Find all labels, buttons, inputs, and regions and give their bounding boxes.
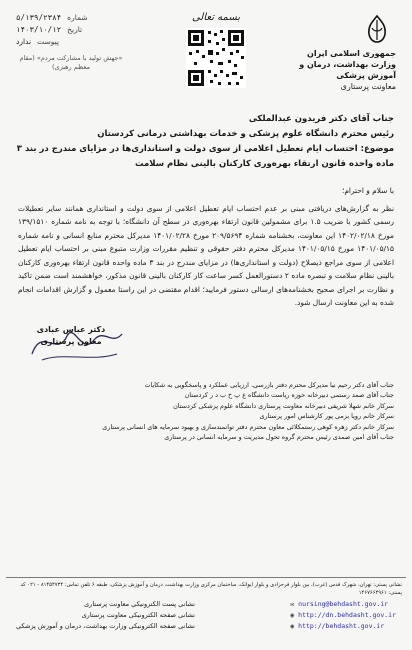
date-value: ۱۴۰۳/۱۰/۱۲ <box>16 25 62 34</box>
letter-meta <box>16 12 126 72</box>
footer-address: نشانی پستی: تهران، شهرک قدس (غرب)، بین بلوار فرحزادی و بلوار ایوانک، ساختمان مرکزی وزارت بهداشت، درمان و آموزش پزشکی، طبقه ۶ تلفن تماس: ۸۱۴۵۴۷۳۴ - ۰۲۱ کد پستی: ۱۴۶۷۶۶۴۹۶۱ <box>20 582 402 596</box>
addressee-title: رئیس محترم دانشگاه علوم پزشکی و خدمات بهداشتی درمانی کردستان <box>97 129 394 139</box>
cc-item: سرکار خانم دکتر زهره کوهی رستمکلائی معاون محترم دفتر توانمندسازی و بهبود سرمایه های انسانی پرستاری <box>102 422 394 431</box>
ministry-line2: وزارت بهداشت، درمان و آموزش پزشکی <box>299 60 396 80</box>
body-paragraph: نظر به گزارش‌های دریافتی مبنی بر عدم احتساب ایام تعطیل اعلامی از سوی دولت و استانداری همانند سایر تعطیلات رسمی کشور با ضریب ۱.۵ برای مشمولین قانون ارتقاء بهره‌وری در سطح آن دانشگاه؛ با توجه به نامه شماره ۱۳۹/۱۵۱۰ مورخ ۱۴۰۲/۰۲/۱۸ این معاونت، بخشنامه شماره ۲۰۹/۵۶۹۴ مورخ ۱۴۰۱/۰۲/۲۸ مدیرکل محترم منابع انسانی و نامه شماره ۱۴۰۱/۰۵/۱۵ مورخ ۱۴۰۱/۰۵/۱۵ مدیرکل محترم دفتر حقوقی و تنظیم مقررات وزارت متبوع مبنی بر احتساب ایام تعطیل اعلامی از سوی مراجع ذیصلاح (دولت و استانداری‌ها) در مزایای مندرج در بند ۳ ماده واحده قانون ارتقاء بهره‌وری کارکنان بالینی نظام سلامت و تبصره ماده ۲ دستورالعمل کسر ساعت کار کارکنان بالینی قانون مذکور، خواهشمند است ضمن تاکید و نظارت بر اجرای صحیح بخشنامه‌های ارسالی دستور فرمایید؛ اقدام مقتضی در این راستا معمول و گزارش اقدامات انجام شده به این معاونت ارسال شود. <box>18 203 395 307</box>
attachment-label: پیوست <box>37 37 59 46</box>
cc-item: جناب آقای صمد رستمی دبیرخانه حوزه ریاست دانشگاه ع پ خ ب د ر کردستان <box>184 391 394 399</box>
footer-label: نشانی صفحه الکترونیکی وزارت بهداشت، درمان و آموزش پزشکی <box>16 622 195 630</box>
addressee-name: جناب آقای دکتر فریدون عبدالملکی <box>248 114 394 124</box>
greeting: با سلام و احترام؛ <box>341 186 394 195</box>
qr-code-icon[interactable] <box>186 28 246 88</box>
meta-number <box>16 12 126 24</box>
signature-block <box>8 316 404 380</box>
ministry-title <box>276 48 396 92</box>
ministry-line1: جمهوری اسلامی ایران <box>307 49 396 58</box>
basmala: بسمه تعالی <box>191 12 241 23</box>
cc-list <box>8 380 404 443</box>
number-value: ۵/۱۳۹/۲۳۸۴ <box>16 13 62 22</box>
footer-ministry-link[interactable]: http://behdasht.gov.ir <box>298 622 385 630</box>
letter-body <box>8 184 404 310</box>
cc-item: سرکار خانم شهلا شریفی دبیرخانه معاونت پرستاری دانشگاه علوم پزشکی کردستان <box>173 401 394 410</box>
signatory-title: معاون پرستاری <box>40 336 102 346</box>
iran-emblem-icon <box>360 14 394 44</box>
email-icon: ✉ <box>290 600 295 608</box>
footer-email-link[interactable]: nursing@behdasht.gov.ir <box>298 600 389 608</box>
signatory <box>26 324 116 348</box>
meta-date <box>16 24 126 36</box>
signatory-name: دکتر عباس عبادی <box>36 324 106 334</box>
footer-labels <box>16 599 195 632</box>
letter-footer <box>6 577 406 644</box>
number-label: شماره <box>67 13 88 22</box>
footer-links <box>290 599 396 632</box>
letter-header <box>8 6 404 106</box>
slogan-quote: «جهش تولید با مشارکت مردم» (مقام معظم رهبری) <box>19 54 123 71</box>
cc-item: جناب آقای دکتر رحیم نیا مدیرکل محترم دفتر بازرسی، ارزیابی عملکرد و پاسخگویی به شکایات <box>144 380 394 389</box>
ministry-line3: معاونت پرستاری <box>340 82 396 91</box>
subject-line: موضوع: احتساب ایام تعطیل اعلامی از سوی دولت و استانداری‌ها در مزایای مندرج در بند ۳ ماده واحده قانون ارتقاء بهره‌وری کارکنان بالینی نظام سلامت <box>16 144 394 169</box>
cc-item: جناب آقای امین صمدی رئیس محترم گروه تحول مدیریت و سرمایه انسانی در پرستاری <box>164 433 394 441</box>
attachment-value: ندارد <box>16 37 32 46</box>
footer-dn-link[interactable]: http://dn.behdasht.gov.ir <box>298 611 396 619</box>
cc-item: سرکار خانم رویا بزمی پور کارشناس امور پرستاری <box>259 412 394 420</box>
web-icon: ◉ <box>290 611 295 619</box>
date-label: تاریخ <box>67 25 83 34</box>
web-icon: ◉ <box>290 622 295 630</box>
footer-columns <box>6 597 406 634</box>
meta-attachment <box>16 36 126 48</box>
addressee-block <box>8 112 404 172</box>
footer-label: نشانی صفحه الکترونیکی معاونت پرستاری <box>81 611 195 619</box>
footer-label: نشانی پست الکترونیکی معاونت پرستاری <box>84 600 195 608</box>
